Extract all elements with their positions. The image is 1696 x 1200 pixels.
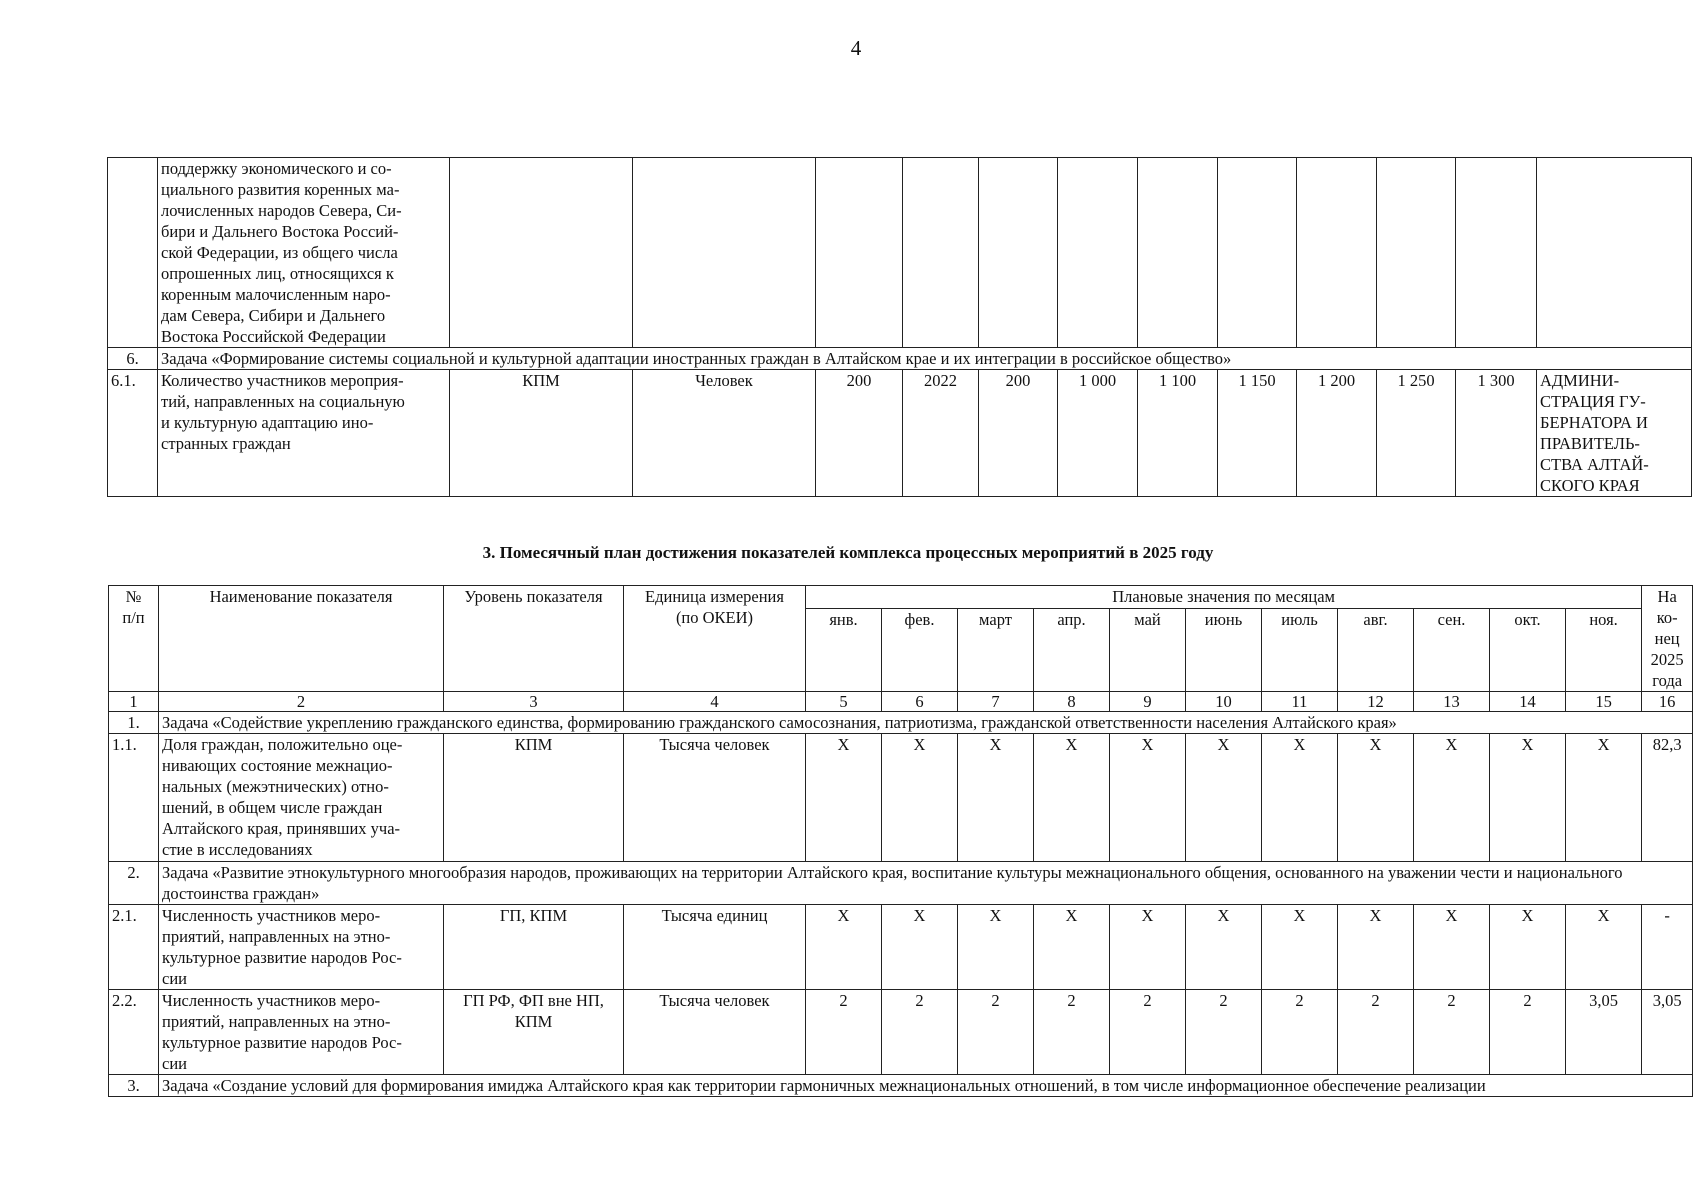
row-number: 2. bbox=[109, 862, 159, 905]
column-number: 16 bbox=[1642, 692, 1693, 712]
unit: Тысяча человек bbox=[624, 734, 806, 862]
task-row bbox=[109, 862, 1693, 905]
row-number: 2.2. bbox=[109, 990, 159, 1075]
indicator-name: Количество участников мероприя- тий, направленных на социальную и культурную адаптацию ино- странных граждан bbox=[158, 370, 450, 497]
row-number: 6. bbox=[108, 348, 158, 370]
header-month: апр. bbox=[1034, 609, 1110, 692]
header-month: май bbox=[1110, 609, 1186, 692]
column-numbers-row bbox=[109, 692, 1693, 712]
month-value: 2 bbox=[1414, 990, 1490, 1075]
column-number: 6 bbox=[882, 692, 958, 712]
column-number: 13 bbox=[1414, 692, 1490, 712]
month-value: X bbox=[1338, 905, 1414, 990]
month-value: X bbox=[958, 734, 1034, 862]
column-number: 14 bbox=[1490, 692, 1566, 712]
header-planned: Плановые значения по месяцам bbox=[806, 586, 1642, 609]
page-number: 4 bbox=[850, 36, 862, 60]
table-row bbox=[109, 905, 1693, 990]
column-number: 15 bbox=[1566, 692, 1642, 712]
unit: Тысяча человек bbox=[624, 990, 806, 1075]
column-number: 1 bbox=[109, 692, 159, 712]
month-value: 2 bbox=[1186, 990, 1262, 1075]
value-cell: 1 100 bbox=[1138, 370, 1218, 497]
month-value: X bbox=[1338, 734, 1414, 862]
header-name: Наименование показателя bbox=[159, 586, 444, 692]
row-number: 1.1. bbox=[109, 734, 159, 862]
header-year-end: На ко- нец 2025 года bbox=[1642, 586, 1693, 692]
column-number: 3 bbox=[444, 692, 624, 712]
value-cell: 1 300 bbox=[1456, 370, 1537, 497]
row-number: 3. bbox=[109, 1075, 159, 1097]
month-value: X bbox=[1034, 905, 1110, 990]
month-value: X bbox=[1110, 734, 1186, 862]
table-row bbox=[108, 158, 1692, 348]
indicator-name: поддержку экономического и со- циального развития коренных ма- лочисленных народов Севера, Си- бири и Дальнего Востока Россий- ской Федерации, из общего числа опрошенных лиц, относящихся к коренным малочисленным наро- дам Севера, Сибири и Дальнего Востока Российской Федерации bbox=[158, 158, 450, 348]
value-cell: 200 bbox=[979, 370, 1058, 497]
task-row bbox=[109, 1075, 1693, 1097]
month-value: X bbox=[1034, 734, 1110, 862]
task-text: Задача «Развитие этнокультурного многообразия народов, проживающих на территории Алтайского края, воспитание культуры межнационального общения, основанного на уважении чести и национального достоинства граждан» bbox=[159, 862, 1693, 905]
value-cell: 1 250 bbox=[1377, 370, 1456, 497]
month-value: X bbox=[958, 905, 1034, 990]
month-value: 2 bbox=[882, 990, 958, 1075]
indicator-level: ГП, КПМ bbox=[444, 905, 624, 990]
year-end-value: - bbox=[1642, 905, 1693, 990]
month-value: X bbox=[1566, 905, 1642, 990]
responsible-body: АДМИНИ- СТРАЦИЯ ГУ- БЕРНАТОРА И ПРАВИТЕЛЬ- СТВА АЛТАЙ- СКОГО КРАЯ bbox=[1537, 370, 1692, 497]
month-value: X bbox=[882, 905, 958, 990]
month-value: X bbox=[882, 734, 958, 862]
row-number: 1. bbox=[109, 712, 159, 734]
column-number: 5 bbox=[806, 692, 882, 712]
month-value: X bbox=[1490, 905, 1566, 990]
month-value: 2 bbox=[806, 990, 882, 1075]
month-value: X bbox=[806, 734, 882, 862]
year-end-value: 3,05 bbox=[1642, 990, 1693, 1075]
indicator-level: КПМ bbox=[444, 734, 624, 862]
indicator-name: Численность участников меро- приятий, направленных на этно- культурное развитие народов Рос- сии bbox=[159, 905, 444, 990]
month-value: 2 bbox=[1338, 990, 1414, 1075]
month-value: X bbox=[1414, 734, 1490, 862]
column-number: 11 bbox=[1262, 692, 1338, 712]
indicators-table-continuation bbox=[107, 157, 1692, 497]
column-number: 10 bbox=[1186, 692, 1262, 712]
month-value: 2 bbox=[1262, 990, 1338, 1075]
table-row bbox=[109, 734, 1693, 862]
header-month: март bbox=[958, 609, 1034, 692]
task-text: Задача «Содействие укреплению гражданского единства, формированию гражданского самосознания, патриотизма, гражданской ответственности населения Алтайского края» bbox=[159, 712, 1693, 734]
column-number: 12 bbox=[1338, 692, 1414, 712]
indicator-level: ГП РФ, ФП вне НП, КПМ bbox=[444, 990, 624, 1075]
task-row bbox=[109, 712, 1693, 734]
column-number: 4 bbox=[624, 692, 806, 712]
value-cell: 1 000 bbox=[1058, 370, 1138, 497]
header-month: фев. bbox=[882, 609, 958, 692]
header-month: сен. bbox=[1414, 609, 1490, 692]
month-value: 2 bbox=[1034, 990, 1110, 1075]
header-month: июль bbox=[1262, 609, 1338, 692]
table-row bbox=[109, 990, 1693, 1075]
column-number: 7 bbox=[958, 692, 1034, 712]
month-value: X bbox=[1110, 905, 1186, 990]
header-month: июнь bbox=[1186, 609, 1262, 692]
section-title: 3. Помесячный план достижения показателей комплекса процессных мероприятий в 2025 году bbox=[482, 543, 1214, 562]
column-number: 9 bbox=[1110, 692, 1186, 712]
value-cell: 200 bbox=[816, 370, 903, 497]
header-no: № п/п bbox=[109, 586, 159, 692]
indicator-name: Доля граждан, положительно оце- нивающих состояние межнацио- нальных (межэтнических) отно- шений, в общем числе граждан Алтайского края, принявших уча- стие в исследованиях bbox=[159, 734, 444, 862]
month-value: X bbox=[1566, 734, 1642, 862]
month-value: X bbox=[1490, 734, 1566, 862]
month-value: 2 bbox=[1110, 990, 1186, 1075]
value-cell: 2022 bbox=[903, 370, 979, 497]
header-month: янв. bbox=[806, 609, 882, 692]
header-month: авг. bbox=[1338, 609, 1414, 692]
indicator-name: Численность участников меро- приятий, направленных на этно- культурное развитие народов Рос- сии bbox=[159, 990, 444, 1075]
row-number: 6.1. bbox=[108, 370, 158, 497]
month-value: 2 bbox=[1490, 990, 1566, 1075]
month-value: X bbox=[1262, 905, 1338, 990]
unit: Тысяча единиц bbox=[624, 905, 806, 990]
value-cell: 1 200 bbox=[1297, 370, 1377, 497]
month-value: X bbox=[806, 905, 882, 990]
year-end-value: 82,3 bbox=[1642, 734, 1693, 862]
column-number: 2 bbox=[159, 692, 444, 712]
month-value: X bbox=[1414, 905, 1490, 990]
month-value: X bbox=[1186, 905, 1262, 990]
header-level: Уровень показателя bbox=[444, 586, 624, 692]
task-text: Задача «Создание условий для формирования имиджа Алтайского края как территории гармоничных межнациональных отношений, в том числе информационное обеспечение реализации bbox=[159, 1075, 1693, 1097]
header-month: ноя. bbox=[1566, 609, 1642, 692]
row-number: 2.1. bbox=[109, 905, 159, 990]
row-number bbox=[108, 158, 158, 348]
indicator-level: КПМ bbox=[450, 370, 633, 497]
header-row bbox=[109, 586, 1693, 609]
month-value: X bbox=[1186, 734, 1262, 862]
column-number: 8 bbox=[1034, 692, 1110, 712]
header-month: окт. bbox=[1490, 609, 1566, 692]
task-text: Задача «Формирование системы социальной и культурной адаптации иностранных граждан в Алтайском крае и их интеграции в российское общество» bbox=[158, 348, 1692, 370]
header-unit: Единица измерения (по ОКЕИ) bbox=[624, 586, 806, 692]
unit: Человек bbox=[633, 370, 816, 497]
month-value: 3,05 bbox=[1566, 990, 1642, 1075]
month-value: X bbox=[1262, 734, 1338, 862]
task-row bbox=[108, 348, 1692, 370]
value-cell: 1 150 bbox=[1218, 370, 1297, 497]
table-row bbox=[108, 370, 1692, 497]
monthly-plan-table bbox=[108, 585, 1693, 1097]
month-value: 2 bbox=[958, 990, 1034, 1075]
